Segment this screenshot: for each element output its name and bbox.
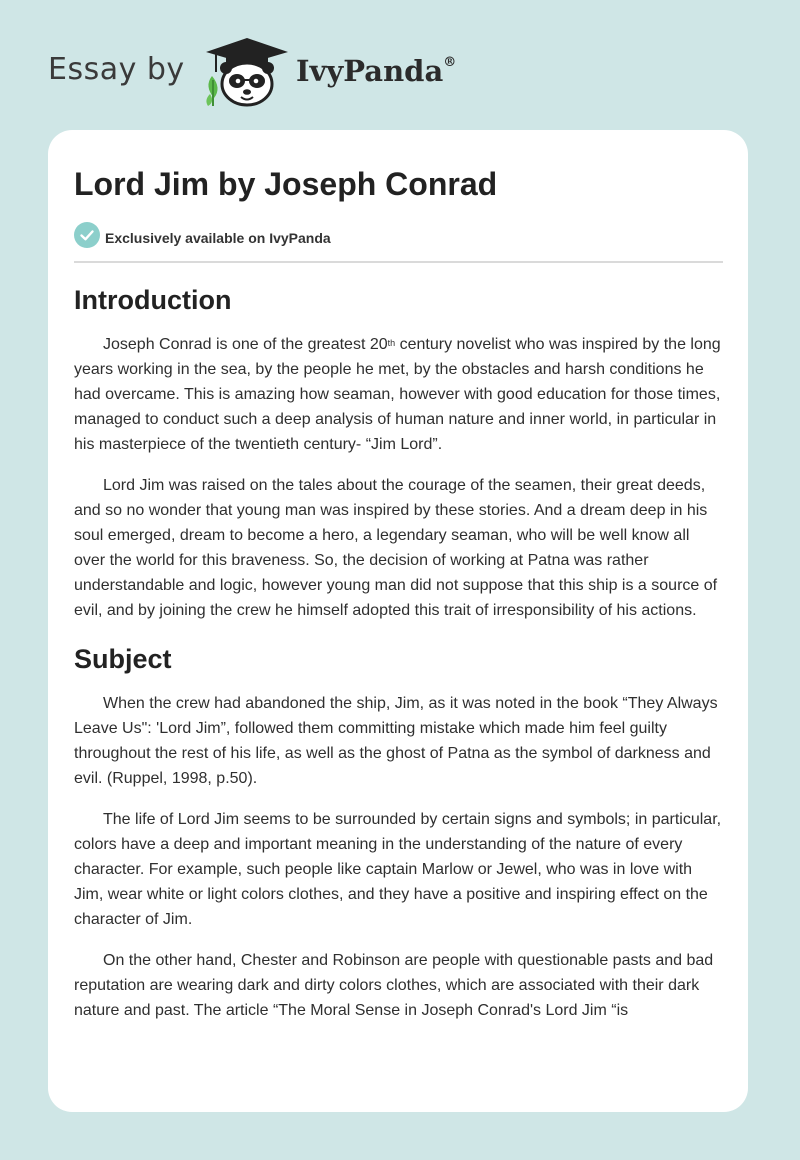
- exclusive-badge: [74, 222, 331, 253]
- brand-name-text: IvyPanda: [296, 54, 444, 88]
- paragraph-text: Joseph Conrad is one of the greatest 20: [103, 336, 388, 353]
- exclusive-badge-label: Exclusively available on IvyPanda: [105, 229, 331, 246]
- title-divider: [74, 261, 723, 263]
- essay-body: [74, 280, 723, 1039]
- section-heading-introduction: Introduction: [74, 285, 232, 315]
- registered-mark: ®: [443, 55, 457, 71]
- paragraph: Lord Jim was raised on the tales about the courage of the seamen, their great deeds, and so no wonder that young man was inspired by these stories. And a dream deep in his soul emerged, dream to become a hero, a legendary seaman, who will be well know all over the world for this braveness. So, the decision of working at Patna was rather understandable and logic, however young man did not suppose that this ship is a source of evil, and by joining the crew he himself adopted this trait of irresponsibility of his actions.: [74, 477, 718, 619]
- check-circle-icon: [74, 222, 100, 253]
- essay-title: Lord Jim by Joseph Conrad: [74, 166, 498, 202]
- ordinal-suffix: th: [387, 338, 396, 348]
- paragraph: The life of Lord Jim seems to be surrounded by certain signs and symbols; in particular, colors have a deep and important meaning in the understanding of the nature of every character. For example, such people like captain Marlow or Jewel, who was in love with Jim, wear white or light colors clothes, and they have a positive and inspiring effect on the character of Jim.: [74, 811, 722, 928]
- brand-header: [48, 36, 468, 108]
- paragraph: On the other hand, Chester and Robinson are people with questionable pasts and bad reputation are wearing dark and dirty colors clothes, which are associated with their dark nature and past. The article “The Moral Sense in Joseph Conrad's Lord Jim “is: [74, 952, 714, 1019]
- essay-card: [48, 130, 748, 1112]
- paragraph-text: century novelist who was inspired by the long years working in the sea, by the people he met, by the obstacles and harsh conditions he had overcame. This is amazing how seaman, however with good education for those times, managed to conduct such a deep analysis of human nature and inner world, in particular in his masterpiece of the twentieth century- “Jim Lord”.: [74, 336, 721, 453]
- paragraph: When the crew had abandoned the ship, Jim, as it was noted in the book “They Always Leave Us": 'Lord Jim”, followed them committing mistake which made him feel guilty throughout the rest of his life, as well as the ghost of Patna as the symbol of darkness and evil. (Ruppel, 1998, p.50).: [74, 695, 718, 787]
- section-heading-subject: Subject: [74, 644, 172, 674]
- panda-graduate-icon: [202, 36, 292, 113]
- paragraph: [74, 332, 723, 457]
- brand-name: [296, 54, 456, 88]
- brand-prefix: Essay by: [48, 52, 185, 87]
